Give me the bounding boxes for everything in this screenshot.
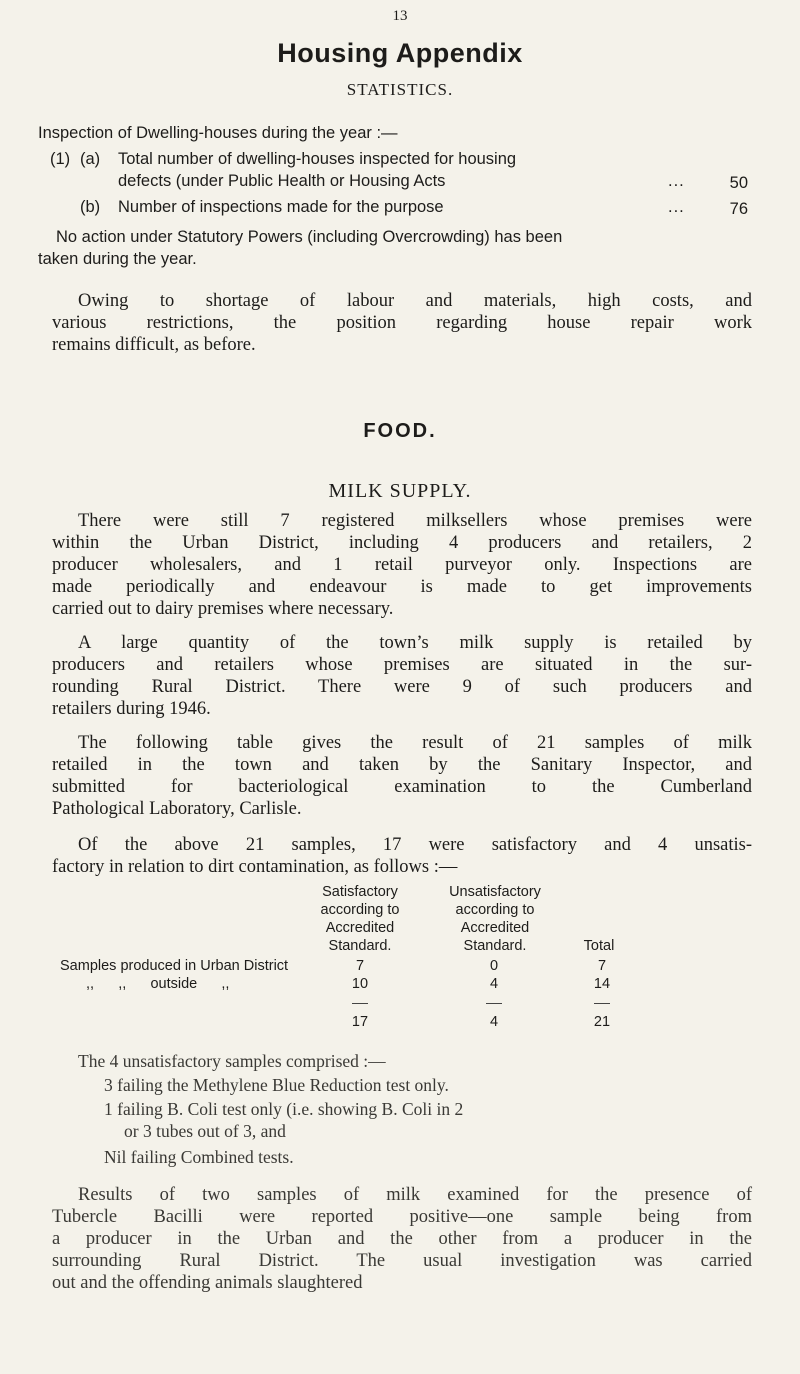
col-unsatisfactory-header: Unsatisfactory according to Accredited Standard. — [449, 884, 541, 954]
table-total-cell: 21 — [593, 1014, 611, 1030]
para1-line: producer wholesalers, and 1 retail purveyor only. Inspections are — [52, 555, 752, 575]
inspection-intro: Inspection of Dwelling-houses during the year :— — [38, 124, 398, 142]
results-line: out and the offending animals slaughtered — [52, 1273, 363, 1293]
table-cell: 7 — [355, 958, 365, 974]
item-b-text: Number of inspections made for the purpose — [118, 198, 444, 216]
item-a-value: 50 — [729, 174, 748, 192]
para3-line: submitted for bacteriological examination to the Cumberland — [52, 777, 752, 797]
item-1-number: (1) — [50, 150, 71, 168]
item-b-leader: ... — [668, 198, 685, 216]
table-row-label: ,, ,, outside ,, — [86, 976, 230, 992]
table-cell: 14 — [593, 976, 611, 992]
para4-line: Of the above 21 samples, 17 were satisfactory and 4 unsatis- — [78, 835, 752, 855]
no-action-line1: No action under Statutory Powers (including Overcrowding) has been — [56, 228, 563, 246]
para3-line: The following table gives the result of 21 samples of milk — [78, 733, 752, 753]
milk-supply-heading: MILK SUPPLY. — [328, 480, 472, 502]
col-total-header: Total — [583, 938, 615, 954]
para4-line: factory in relation to dirt contamination, as follows :— — [52, 857, 458, 877]
table-total-cell: 4 — [489, 1014, 499, 1030]
sum-rule — [352, 1003, 368, 1004]
owing-line1: Owing to shortage of labour and materials, high costs, and — [78, 291, 752, 311]
page-title: Housing Appendix — [277, 38, 523, 68]
para2-line: retailers during 1946. — [52, 699, 211, 719]
item-b-label: (b) — [80, 198, 101, 216]
item-a-line1: Total number of dwelling-houses inspected for housing — [118, 150, 517, 168]
results-line: Tubercle Bacilli were reported positive—one sample being from — [52, 1207, 752, 1227]
sum-rule — [486, 1003, 502, 1004]
results-line: Results of two samples of milk examined for the presence of — [78, 1185, 752, 1205]
owing-line3: remains difficult, as before. — [52, 335, 256, 355]
item-b-value: 76 — [729, 200, 748, 218]
page-subtitle: STATISTICS. — [346, 80, 454, 99]
page-number: 13 — [392, 8, 408, 24]
comprised-item: 3 failing the Methylene Blue Reduction test only. — [104, 1075, 449, 1095]
comprised-intro: The 4 unsatisfactory samples comprised :— — [78, 1051, 386, 1071]
no-action-line2: taken during the year. — [38, 250, 197, 268]
para1-line: There were still 7 registered milksellers whose premises were — [78, 511, 752, 531]
item-a-line2: defects (under Public Health or Housing Acts — [118, 172, 446, 190]
comprised-item: or 3 tubes out of 3, and — [124, 1121, 286, 1141]
food-heading: FOOD. — [363, 420, 437, 442]
results-line: surrounding Rural District. The usual investigation was carried — [52, 1251, 752, 1271]
comprised-item: Nil failing Combined tests. — [104, 1147, 294, 1167]
table-cell: 0 — [489, 958, 499, 974]
para3-line: Pathological Laboratory, Carlisle. — [52, 799, 302, 819]
para2-line: producers and retailers whose premises are situated in the sur- — [52, 655, 752, 675]
para1-line: made periodically and endeavour is made to get improvements — [52, 577, 752, 597]
table-cell: 10 — [351, 976, 369, 992]
table-cell: 4 — [489, 976, 499, 992]
results-line: a producer in the Urban and the other from a producer in the — [52, 1229, 752, 1249]
table-total-cell: 17 — [351, 1014, 369, 1030]
para1-line: carried out to dairy premises where necessary. — [52, 599, 394, 619]
item-a-leader: ... — [668, 172, 685, 190]
para3-line: retailed in the town and taken by the Sanitary Inspector, and — [52, 755, 752, 775]
col-satisfactory-header: Satisfactory according to Accredited Standard. — [320, 884, 400, 954]
owing-line2: various restrictions, the position regarding house repair work — [52, 313, 752, 333]
item-a-label: (a) — [80, 150, 101, 168]
para2-line: rounding Rural District. There were 9 of such producers and — [52, 677, 752, 697]
para2-line: A large quantity of the town’s milk supply is retailed by — [78, 633, 752, 653]
table-row-label: Samples produced in Urban District — [60, 958, 289, 974]
para1-line: within the Urban District, including 4 producers and retailers, 2 — [52, 533, 752, 553]
comprised-item: 1 failing B. Coli test only (i.e. showing B. Coli in 2 — [104, 1099, 464, 1119]
table-cell: 7 — [597, 958, 607, 974]
sum-rule — [594, 1003, 610, 1004]
